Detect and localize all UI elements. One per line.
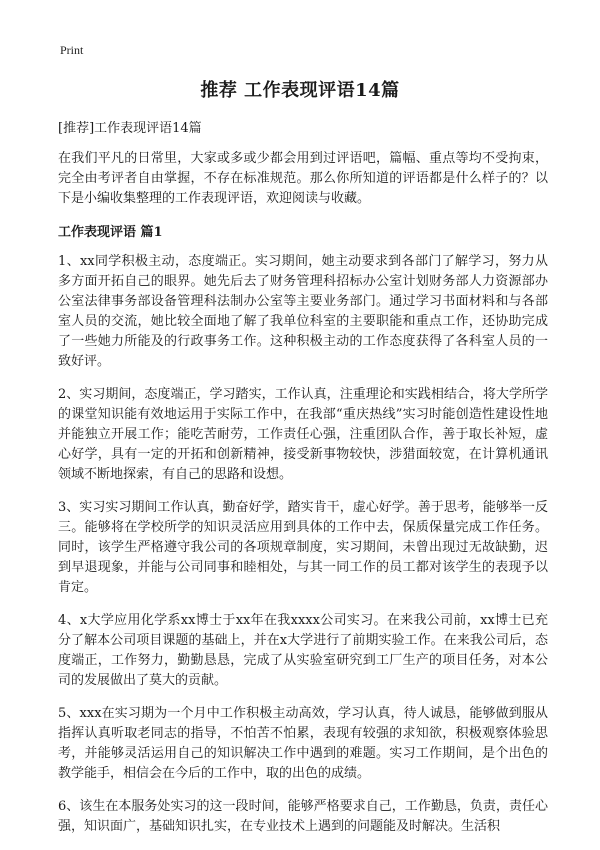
print-link[interactable]: Print — [60, 43, 84, 57]
document-body — [58, 119, 548, 850]
document-subtitle: [推荐]工作表现评语14篇 — [58, 121, 202, 136]
intro-paragraph: 在我们平凡的日常里，大家或多或少都会用到过评语吧，篇幅、重点等均不受拘束，完全由考评者自由掌握，不存在标准规范。那么你所知道的评语都是什么样子的？以下是小编收集整理的工作表现评语，欢迎阅读与收藏。 — [58, 151, 548, 206]
comment-paragraph-2: 2、实习期间，态度端正，学习踏实，工作认真，注重理论和实践相结合，将大学所学的课堂知识能有效地运用于实际工作中，在我部“重庆热线”实习时能创造性建设性地并能独立开展工作；能吃苦耐劳，工作责任心强，注重团队合作，善于取长补短，虚心好学，具有一定的开拓和创新精神，接受新事物较快，涉猎面较宽，在计算机通讯领域不断地探索，有自己的思路和设想。 — [58, 387, 548, 482]
comment-paragraph-1: 1、xx同学积极主动，态度端正。实习期间，她主动要求到各部门了解学习，努力从多方面开拓自己的眼界。她先后去了财务管理科招标办公室计划财务部人力资源部办公室法律事务部设备管理科法制办公室等主要业务部门。通过学习书面材料和与各部室人员的交流，她比较全面地了解了我单位科室的主要职能和重点工作，还协助完成了一些她力所能及的行政事务工作。这种积极主动的工作态度获得了各科室人员的一致好评。 — [58, 254, 548, 369]
comment-paragraph-6: 6、该生在本服务处实习的这一段时间，能够严格要求自己，工作勤恳，负责，责任心强，知识面广，基础知识扎实，在专业技术上遇到的问题能及时解决。生活积 — [58, 799, 548, 834]
comment-paragraph-5: 5、xxx在实习期为一个月中工作积极主动高效，学习认真，待人诚恳，能够做到服从指挥认真听取老同志的指导，不怕苦不怕累，表现有较强的求知欲，积极观察体验思考，并能够灵活运用自己的知识解决工作中遇到的难题。实习工作期间，是个出色的教学能手，相信会在今后的工作中，取的出色的成绩。 — [58, 706, 548, 781]
section-heading: 工作表现评语 篇1 — [58, 225, 163, 240]
page-title: 推荐 工作表现评语14篇 — [200, 80, 400, 101]
comment-paragraph-4: 4、x大学应用化学系xx博士于xx年在我xxxx公司实习。在来我公司前，xx博士已充分了解本公司项目课题的基础上，并在x大学进行了前期实验工作。在来我公司后，态度端正，工作努力，勤勤恳恳，完成了从实验室研究到工厂生产的项目任务，对本公司的发展做出了莫大的贡献。 — [58, 613, 548, 688]
comment-paragraph-3: 3、实习实习期间工作认真，勤奋好学，踏实肯干，虚心好学。善于思考，能够举一反三。能够将在学校所学的知识灵活应用到具体的工作中去，保质保量完成工作任务。同时，该学生严格遵守我公司的各项规章制度，实习期间，未曾出现过无故缺勤，迟到早退现象，并能与公司同事和睦相处，与其一同工作的员工都对该学生的表现予以肯定。 — [58, 500, 548, 595]
